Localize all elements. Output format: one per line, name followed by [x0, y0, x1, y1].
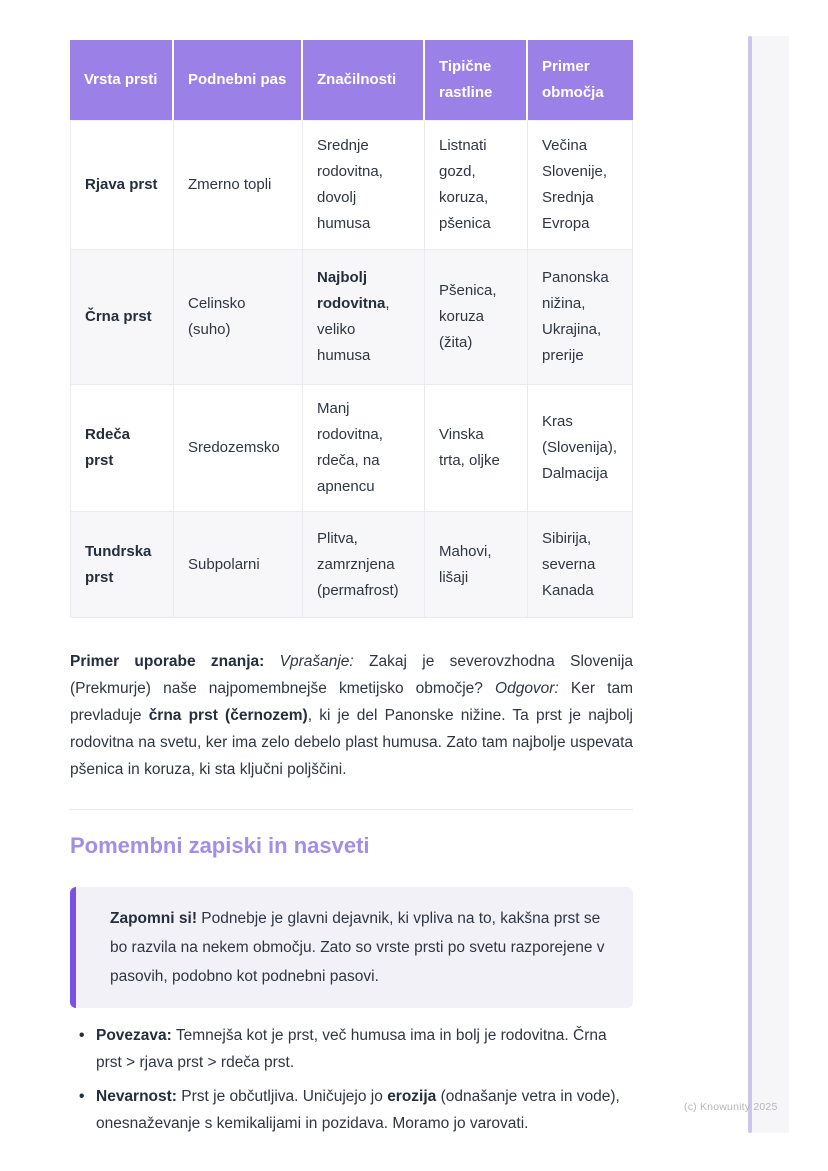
page-gutter — [750, 36, 789, 1133]
text: Večina Slovenije, Srednja Evropa — [542, 137, 608, 232]
table-row — [70, 120, 633, 250]
text: Plitva, zamrznjena (permafrost) — [317, 529, 399, 599]
text: Rjava prst — [85, 176, 158, 193]
page-edge-divider — [748, 36, 752, 1133]
column-header: Podnebni pas — [174, 40, 303, 120]
table-cell — [528, 385, 633, 512]
table-cell — [303, 120, 425, 250]
table-cell — [425, 250, 528, 385]
row-header-cell — [70, 250, 174, 385]
text: Mahovi, lišaji — [439, 542, 492, 586]
table-row — [70, 512, 633, 618]
text: Vinska trta, oljke — [439, 426, 500, 469]
bold-text: Nevarnost: — [96, 1088, 177, 1105]
table-cell — [303, 512, 425, 618]
table-cell — [528, 120, 633, 250]
text — [264, 653, 279, 670]
table-row — [70, 385, 633, 512]
text: Temnejša kot je prst, več humusa ima in bolj je rodovitna. Črna prst > rjava prst > rdeča prst. — [96, 1027, 607, 1071]
italic-text: Vprašanje: — [279, 653, 354, 670]
soil-table-body — [70, 120, 633, 618]
table-cell — [425, 120, 528, 250]
table-row — [70, 250, 633, 385]
bold-text: Zapomni si! — [110, 910, 197, 927]
notes-list — [70, 1022, 633, 1137]
text: Zakaj je severovzhodna Slovenija (Prekmurje) naše najpomembnejše kmetijsko območje? — [70, 653, 634, 697]
knowledge-example-paragraph — [70, 648, 633, 783]
text: Podnebje je glavni dejavnik, ki vpliva na to, kakšna prst se bo razvila na nekem območju. Zato so vrste prsti po svetu razporejene v pasovih, podobno kot podnebni pasovi. — [110, 910, 605, 985]
table-cell — [528, 250, 633, 385]
text: , ki je del Panonske nižine. Ta prst je najbolj rodovitna na svetu, ker ima zelo debelo plast humusa. Zato tam najbolje uspevata pšenica in koruza, ki sta ključni poljščini. — [70, 707, 634, 778]
bold-text: Najbolj rodovitna — [317, 269, 386, 312]
table-cell — [425, 512, 528, 618]
table-cell — [425, 385, 528, 512]
text: Listnati gozd, koruza, pšenica — [439, 137, 491, 232]
document-page-content — [70, 40, 633, 1137]
row-header-cell — [70, 385, 174, 512]
text: Sredozemsko — [188, 439, 280, 456]
text: Črna prst — [85, 308, 152, 325]
table-cell — [174, 120, 303, 250]
column-header: Značilnosti — [303, 40, 425, 120]
text: Celinsko (suho) — [188, 295, 246, 338]
text: Ker tam prevladuje — [70, 680, 633, 724]
text: Srednje rodovitna, dovolj humusa — [317, 137, 383, 232]
table-cell — [174, 250, 303, 385]
list-item — [96, 1083, 633, 1137]
section-divider — [70, 809, 633, 810]
row-header-cell — [70, 120, 174, 250]
remember-callout-text — [110, 910, 605, 985]
table-cell — [174, 385, 303, 512]
row-header-cell — [70, 512, 174, 618]
soil-types-table — [70, 40, 633, 618]
text: Pšenica, koruza (žita) — [439, 282, 497, 351]
text: Tundrska prst — [85, 542, 152, 586]
text: , veliko humusa — [317, 295, 390, 364]
bold-text: Primer uporabe znanja: — [70, 653, 265, 670]
text: Subpolarni — [188, 555, 260, 573]
text: Sibirija, severna Kanada — [542, 529, 596, 599]
section-heading: Pomembni zapiski in nasveti — [70, 833, 370, 858]
column-header: Primer območja — [528, 40, 633, 120]
table-cell — [303, 250, 425, 385]
column-header: Vrsta prsti — [70, 40, 174, 120]
text: Manj rodovitna, rdeča, na apnencu — [317, 400, 383, 495]
bold-text: Povezava: — [96, 1027, 172, 1044]
soil-table-header-row — [70, 40, 633, 120]
table-cell — [303, 385, 425, 512]
text: Rdeča prst — [85, 426, 131, 469]
text: Prst je občutljiva. Uničujejo jo — [176, 1088, 388, 1105]
list-item — [96, 1022, 633, 1076]
bold-text: erozija — [387, 1088, 437, 1105]
text: Kras (Slovenija), Dalmacija — [542, 413, 618, 482]
text: Panonska nižina, Ukrajina, prerije — [542, 269, 609, 364]
table-cell — [174, 512, 303, 618]
table-cell — [528, 512, 633, 618]
text: Zmerno topli — [188, 176, 272, 193]
remember-callout — [70, 887, 633, 1008]
column-header: Tipične rastline — [425, 40, 528, 120]
text: (odnašanje vetra in vode), onesnaževanje s kemikalijami in pozidava. Moramo jo varovati. — [96, 1088, 620, 1132]
copyright-watermark: (c) Knowunity 2025 — [684, 1101, 778, 1113]
bold-text: črna prst (černozem) — [148, 707, 308, 724]
italic-text: Odgovor: — [495, 680, 559, 697]
